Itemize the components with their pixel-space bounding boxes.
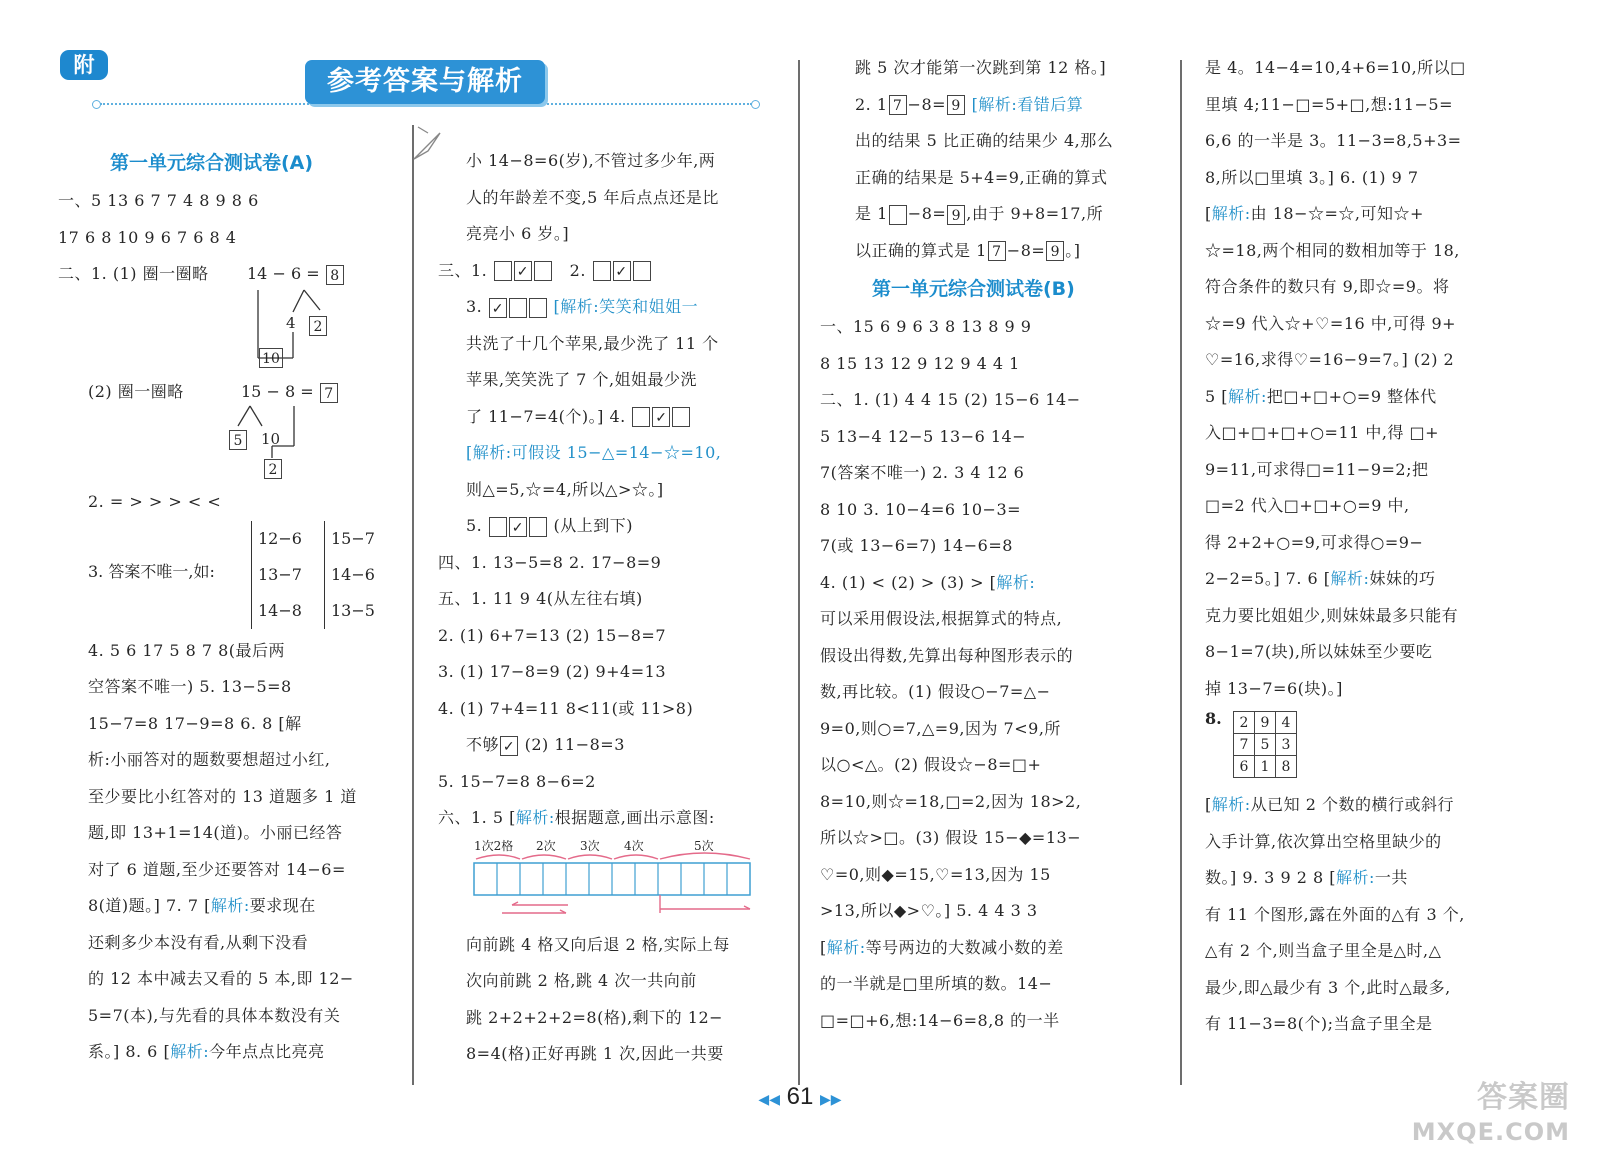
answer-line: 则△=5,☆=4,所以△>☆。] [466,479,664,499]
checked-box [652,407,670,427]
col1-tail [58,633,403,1071]
q3-4-label: 4. [609,406,626,426]
answer-line: 2−2=5。] 7. 6 [解析:妹妹的巧 [1205,569,1436,588]
checked-box [489,298,507,318]
magic-cell: 3 [1276,734,1297,756]
q3-right-group [324,521,375,629]
page-number-text: 61 [786,1083,814,1110]
answer-line: ♡=0,则◆=15,♡=13,因为 15 [820,864,1051,884]
answer-line: 至少要比小红答对的 13 道题多 1 道 [88,786,357,806]
answer-line: 9=11,可求得□=11−9=2;把 [1205,459,1429,479]
q2-2-b: 10 [261,430,281,448]
answer-line: 四、1. 13−5=8 2. 17−8=9 [438,552,662,572]
answer-line: >13,所以◆>♡。] 5. 4 4 3 3 [820,901,1038,920]
magic-cell: 4 [1276,712,1297,734]
answer-line: 得 2+2+○=9,可求得○=9− [1205,532,1424,552]
answer-box: 9 [947,95,965,115]
answer-line: 人的年龄差不变,5 年后点点还是比 [466,187,719,207]
magic-square [1233,711,1297,778]
answer-text: (从上到下) [553,516,633,535]
q3-left-item: 13−7 [258,564,302,584]
answer-box: 2 [264,459,282,479]
choice-box [494,261,512,281]
answer-line: 亮亮小 6 岁。] [466,224,570,243]
appendix-badge: 附 [60,50,108,80]
answer-line: 次向前跳 2 格,跳 4 次一共向前 [466,971,697,990]
q2-row-4 [820,233,1172,270]
page-number [740,1083,860,1111]
answer-line: 六、1. 5 [解析:根据题意,画出示意图: [438,808,715,827]
answer-box: 9 [1046,241,1064,261]
answer-line: 有 11−3=8(个);当盒子里全是 [1205,1014,1433,1033]
answer-text: 以正确的算式是 1 [855,240,987,260]
answer-text: 。] [1065,240,1081,260]
answer-line: 析:小丽答对的题数要想超过小红, [88,750,331,769]
right-arrows-icon: ▶▶ [820,1091,842,1107]
answer-line: 一、15 6 9 6 3 8 13 8 9 9 [820,317,1032,336]
answer-line: 17 6 8 10 9 6 7 6 8 4 [58,227,237,247]
choice-box [672,407,690,427]
q3-2-label: 2. [569,260,586,280]
q3-1-label: 三、1. [438,260,488,280]
analysis-line: [解析:可假设 15−△=14−☆=10, [466,443,722,462]
strip-cells [472,851,772,921]
answer-line: 最少,即△最少有 3 个,此时△最多, [1205,977,1451,997]
q3-right-item: 13−5 [331,600,375,620]
answer-line: ♡=16,求得♡=16−9=7。] (2) 2 [1205,350,1455,369]
q3-row-3 [438,289,788,326]
choice-box [632,407,650,427]
watermark-bottom: MXQE.COM [1411,1118,1570,1146]
answer-line: 的一半就是□里所填的数。14− [820,974,1053,993]
answer-text: −8= [907,94,947,114]
magic-cell: 7 [1234,734,1255,756]
question-3 [58,521,403,633]
answer-line: △有 2 个,则当盒子里全是△时,△ [1205,941,1442,960]
answer-text: 不够 [466,735,500,754]
answer-line: 8 10 3. 10−4=6 10−3= [820,499,1022,519]
answer-line: 一、5 13 6 7 7 4 8 9 8 6 [58,191,259,210]
answer-line: 正确的结果是 5+4=9,正确的算式 [855,167,1108,187]
answer-line: 7(或 13−6=7) 14−6=8 [820,536,1013,555]
choice-box [509,298,527,318]
question-2-2 [58,374,403,484]
answer-line: 还剩多少本没有看,从剩下没看 [88,932,309,952]
checked-box [514,261,532,281]
answer-line: 苹果,笑笑洗了 7 个,姐姐最少洗 [466,370,698,389]
answer-line: 共洗了十几个苹果,最少洗了 11 个 [466,333,719,353]
answer-line: 6,6 的一半是 3。11−3=8,5+3= [1205,131,1462,150]
answer-line: □=□+6,想:14−6=8,8 的一半 [820,1010,1060,1030]
answer-line: 5=7(本),与先看的具体本数没有关 [88,1005,341,1025]
q2-1-eq-text: 14 − 6 = [247,264,320,283]
answer-line: 是 4。14−4=10,4+6=10,所以□ [1205,58,1466,77]
answer-line: 8=10,则☆=18,□=2,因为 18>2, [820,791,1082,811]
magic-cell: 2 [1234,712,1255,734]
q3-3-label: 3. [466,297,483,316]
answer-line: 二、1. (1) 4 4 15 (2) 15−6 14− [820,390,1081,409]
answer-line: 8(道)题。] 7. 7 [解析:要求现在 [88,896,316,915]
answer-line: [解析:从已知 2 个数的横行或斜行 [1205,795,1455,814]
answer-line: 克力要比姐姐少,则妹妹最多只能有 [1205,605,1459,625]
q2-1-a: 4 [286,314,296,332]
answer-text: −8= [907,204,947,223]
magic-cell: 6 [1234,756,1255,778]
answer-text: ,由于 9+8=17,所 [966,204,1104,223]
choice-box [593,261,611,281]
magic-cell: 8 [1276,756,1297,778]
answer-line: □=2 代入□+□+○=9 中, [1205,496,1410,515]
answer-line: 4. (1) < (2) > (3) > [解析: [820,572,1036,592]
section-title-b: 第一单元综合测试卷(B) [872,278,1075,300]
answer-line: 所以☆>□。(3) 假设 15−◆=13− [820,828,1082,847]
page-title: 参考答案与解析 [305,60,545,104]
strip-label: 2次 [536,838,556,853]
answer-line: 对了 6 道题,至少还要答对 14−6= [88,859,346,879]
answer-line: 15−7=8 17−9=8 6. 8 [解 [88,713,302,733]
answer-line: 跳 5 次才能第一次跳到第 12 格。] [855,58,1107,77]
answer-line: 8=4(格)正好再跳 1 次,因此一共要 [466,1044,724,1063]
answer-box: 5 [229,430,247,450]
q3-right-item: 14−6 [331,564,375,584]
answer-line: 5 13−4 12−5 13−6 14− [820,426,1027,446]
column-2 [438,143,788,1073]
col4-after [1205,787,1557,1043]
analysis-text: [解析:笑笑和姐姐一 [553,297,699,316]
answer-line: 题,即 13+1=14(道)。小丽已经答 [88,823,343,842]
q5-4b-row [438,727,788,764]
magic-cell: 1 [1255,756,1276,778]
answer-box: 10 [259,348,283,368]
answer-line: 五、1. 11 9 4(从左往右填) [438,589,643,608]
answer-line: 可以采用假设法,根据算式的特点, [820,609,1063,628]
answer-line: 符合条件的数只有 9,即☆=9。将 [1205,277,1450,296]
answer-line: 假设出得数,先算出每种图形表示的 [820,645,1074,665]
q3-left-item: 14−8 [258,600,302,620]
left-arrows-icon: ◀◀ [758,1091,780,1107]
hop-strip-diagram [438,837,788,927]
checked-box [500,736,518,756]
q8-label: 8. [1205,709,1222,728]
answer-text: 是 1 [855,204,888,223]
watermark-top: 答案圈 [1477,1080,1570,1115]
checked-box [509,517,527,537]
checked-box [613,261,631,281]
answer-line: 2. = > > > < < [88,492,222,511]
answer-line: 出的结果 5 比正确的结果少 4,那么 [855,131,1114,150]
answer-line: 3. (1) 17−8=9 (2) 9+4=13 [438,662,666,681]
answer-line: 数。] 9. 3 9 2 8 [解析:一共 [1205,868,1408,887]
q2-1-equation [247,264,345,285]
column-divider-1 [412,125,414,1085]
empty-box [889,205,907,225]
q2-row [820,87,1172,124]
magic-cell: 9 [1255,712,1276,734]
answer-line: 5. 15−7=8 8−6=2 [438,771,596,791]
answer-line: [解析:等号两边的大数减小数的差 [820,937,1064,957]
watermark [1412,1081,1570,1149]
answer-line: [解析:由 18−☆=☆,可知☆+ [1205,204,1424,223]
choice-box [534,261,552,281]
analysis-text: [解析:看错后算 [971,94,1084,114]
q2-row-3 [820,196,1172,233]
q3-left-item: 12−6 [258,528,302,548]
answer-box: 8 [326,265,344,285]
answer-line: ☆=18,两个相同的数相加等于 18, [1205,240,1460,260]
q3-row-1 [438,253,788,290]
answer-box: 7 [320,383,338,403]
answer-line: 8−1=7(块),所以妹妹至少要吃 [1205,642,1433,661]
column-divider-2 [798,60,800,1085]
strip-label: 1次2格 [474,838,514,853]
magic-cell: 5 [1255,734,1276,756]
answer-line: 小 14−8=6(岁),不管过多少年,两 [466,151,716,170]
answer-line: 掉 13−7=6(块)。] [1205,678,1343,698]
strip-label: 5次 [694,838,714,853]
section-title-a: 第一单元综合测试卷(A) [110,152,314,174]
strip-label: 3次 [580,838,600,853]
column-1 [58,143,403,1071]
answer-box: 7 [988,241,1006,261]
q2-2-label: (2) 圈一圈略 [88,382,184,401]
q3-right-item: 15−7 [331,528,375,548]
answer-line: 8,所以□里填 3。] 6. (1) 9 7 [1205,167,1419,187]
answer-line: ☆=9 代入☆+♡=16 中,可得 9+ [1205,313,1457,333]
q3-label: 3. 答案不唯一,如: [88,561,215,581]
answer-line: 系。] 8. 6 [解析:今年点点比亮亮 [88,1042,325,1061]
column-4 [1205,50,1557,1043]
q3-row-4 [466,399,788,436]
choice-box [529,298,547,318]
answer-box: 9 [947,205,965,225]
answer-text: (2) 11−8=3 [519,735,625,754]
choice-box [529,517,547,537]
q3-5-label: 5. [466,516,483,535]
column-divider-3 [1180,60,1182,1085]
answer-line: 2. (1) 6+7=13 (2) 15−8=7 [438,625,666,645]
answer-box: 2 [309,316,327,336]
answer-text: 了 11−7=4(个)。] [466,406,604,426]
answer-text: −8= [1006,240,1046,260]
answer-line: 里填 4;11−□=5+□,想:11−5= [1205,94,1453,114]
answer-line: 4. (1) 7+4=11 8<11(或 11>8) [438,698,694,718]
q2-2-equation [241,382,339,403]
answer-line: 跳 2+2+2+2=8(格),剩下的 12− [466,1007,724,1027]
answer-line: 以○<△。(2) 假设☆−8=□+ [820,755,1042,774]
answer-box: 7 [889,95,907,115]
q2-2-eq-text: 15 − 8 = [241,382,314,401]
q2-1-label: 二、1. (1) 圈一圈略 [58,264,209,283]
question-8 [1205,707,1557,787]
answer-line: 7(答案不唯一) 2. 3 4 12 6 [820,463,1025,482]
answer-line: 5 [解析:把□+□+○=9 整体代 [1205,386,1437,406]
answer-line: 空答案不唯一) 5. 13−5=8 [88,677,292,696]
answer-line: 向前跳 4 格又向后退 2 格,实际上每 [466,934,730,954]
answer-line: 数,再比较。(1) 假设○−7=△− [820,682,1051,701]
answer-text: 2. 1 [855,94,888,114]
answer-line: 的 12 本中减去又看的 5 本,即 12− [88,969,354,988]
question-2-1 [58,256,403,374]
answer-line: 4. 5 6 17 5 8 7 8(最后两 [88,640,286,660]
strip-label: 4次 [624,838,644,853]
answer-line: 8 15 13 12 9 12 9 4 4 1 [820,353,1020,373]
choice-box [489,517,507,537]
q3-row-5 [466,508,788,545]
answer-line: 入□+□+□+○=11 中,得 □+ [1205,423,1440,442]
answer-line: 有 11 个图形,露在外面的△有 3 个, [1205,904,1465,924]
answer-line: 入手计算,依次算出空格里缺少的 [1205,831,1442,851]
choice-box [633,261,651,281]
col3-lines [820,309,1172,1039]
col2-after [438,927,788,1073]
answer-line: 9=0,则○=7,△=9,因为 7<9,所 [820,718,1061,738]
col4-lines [1205,50,1557,707]
q3-left-group [251,521,302,629]
plane-icon [408,123,446,163]
column-3 [820,50,1172,1039]
